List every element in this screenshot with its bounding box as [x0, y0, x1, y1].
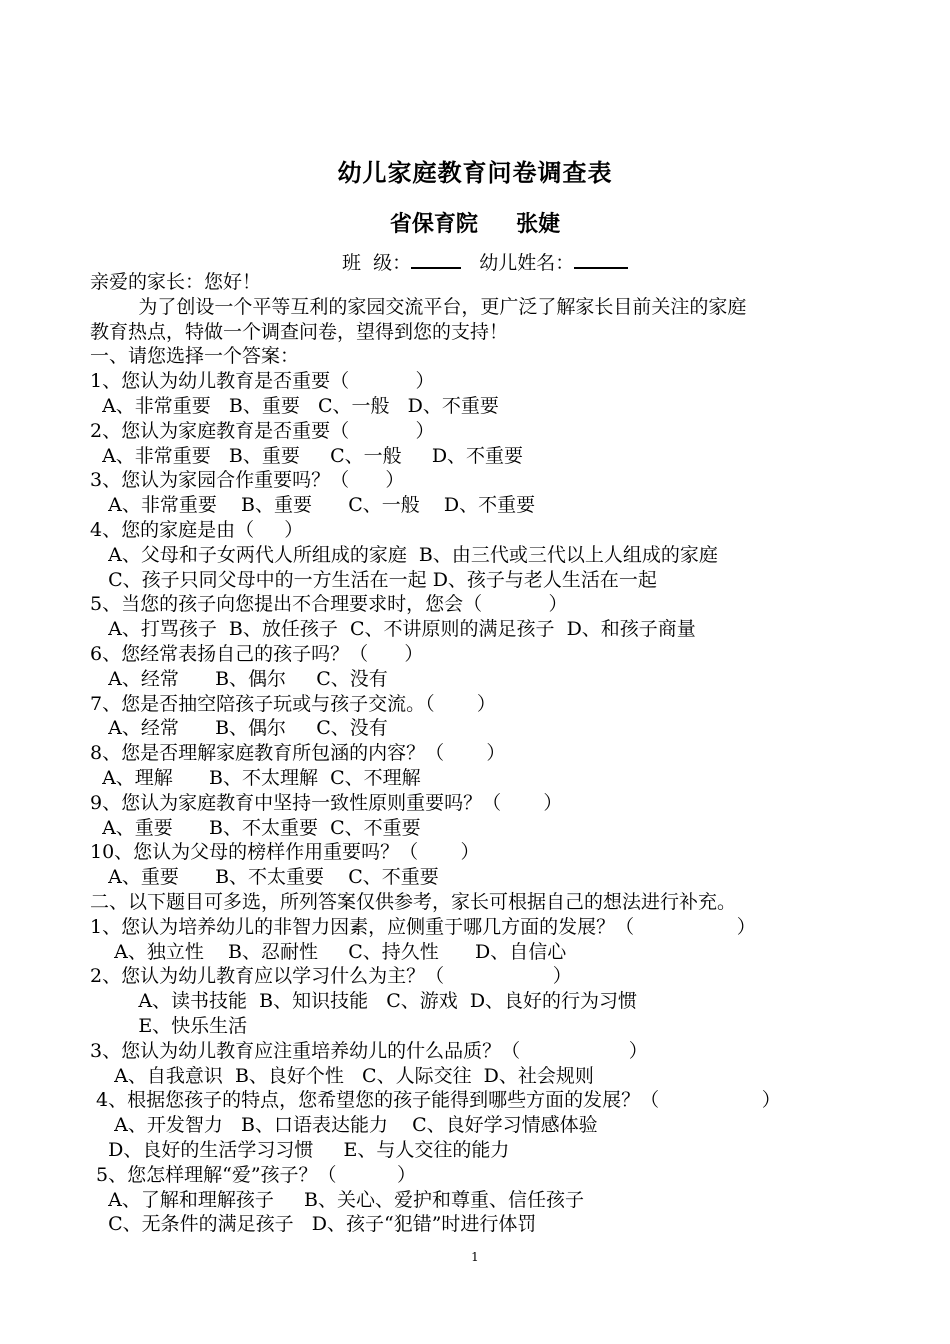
text-line: 1、您认为幼儿教育是否重要（ ）: [90, 370, 435, 393]
text-line: 4、根据您孩子的特点，您希望您的孩子能得到哪些方面的发展？（ ）: [90, 1089, 781, 1112]
text-line: A、经常 B、偶尔 C、没有: [90, 667, 388, 690]
text-line: A、了解和理解孩子 B、关心、爱护和尊重、信任孩子: [90, 1188, 585, 1211]
text-line: A、经常 B、偶尔 C、没有: [90, 717, 388, 740]
text-line: A、独立性 B、忍耐性 C、持久性 D、自信心: [90, 940, 567, 963]
text-line: A、开发智力 B、口语表达能力 C、良好学习情感体验: [90, 1114, 598, 1137]
text-line: 4、您的家庭是由（ ）: [90, 519, 304, 541]
text-line: A、重要 B、不太重要 C、不重要: [90, 866, 439, 889]
text-line: 亲爱的家长：您好！: [90, 271, 262, 293]
text-line: 5、您怎样理解“爱”孩子？（ ）: [90, 1163, 416, 1186]
text-line: A、理解 B、不太理解 C、不理解: [90, 767, 421, 789]
author-line: 省保育院 张婕: [389, 212, 561, 237]
text-line: 一、请您选择一个答案：: [90, 345, 300, 368]
text-line: 5、当您的孩子向您提出不合理要求时，您会（ ）: [90, 593, 568, 616]
class-blank: [411, 249, 461, 269]
text-line: 8、您是否理解家庭教育所包涵的内容？（ ）: [90, 742, 506, 765]
text-line: A、重要 B、不太重要 C、不重要: [90, 816, 421, 839]
text-line: A、打骂孩子 B、放任孩子 C、不讲原则的满足孩子 D、和孩子商量: [90, 618, 696, 641]
text-line: 1、您认为培养幼儿的非智力因素，应侧重于哪几方面的发展？（ ）: [90, 915, 756, 938]
page-number: 1: [471, 1250, 479, 1264]
text-line: 2、您认为家庭教育是否重要（ ）: [90, 419, 435, 442]
text-line: 3、您认为家园合作重要吗？（ ）: [90, 469, 405, 492]
text-line: 10、您认为父母的榜样作用重要吗？（ ）: [90, 841, 480, 864]
text-line: 二、以下题目可多选，所列答案仅供参考，家长可根据自己的想法进行补充。: [90, 891, 737, 913]
text-line: 9、您认为家庭教育中坚持一致性原则重要吗？（ ）: [90, 791, 563, 814]
class-name-line: [342, 248, 628, 275]
text-line: A、非常重要 B、重要 C、一般 D、不重要: [90, 494, 536, 517]
text-line: C、无条件的满足孩子 D、孩子“犯错”时进行体罚: [90, 1213, 537, 1236]
text-line: C、孩子只同父母中的一方生活在一起 D、孩子与老人生活在一起: [90, 568, 657, 591]
text-line: A、父母和子女两代人所组成的家庭 B、由三代或三代以上人组成的家庭: [90, 543, 718, 566]
text-line: E、快乐生活: [90, 1015, 248, 1037]
text-line: 2、您认为幼儿教育应以学习什么为主？（ ）: [90, 965, 572, 988]
page-title: 幼儿家庭教育问卷调查表: [337, 159, 613, 187]
child-name-blank: [574, 249, 628, 269]
text-line: 教育热点，特做一个调查问卷，望得到您的支持！: [90, 320, 509, 343]
text-line: 6、您经常表扬自己的孩子吗？（ ）: [90, 643, 424, 665]
child-name-label: 幼儿姓名：: [479, 252, 575, 274]
text-line: D、良好的生活学习习惯 E、与人交往的能力: [90, 1139, 510, 1161]
text-line: A、自我意识 B、良好个性 C、人际交往 D、社会规则: [90, 1064, 594, 1087]
text-line: 7、您是否抽空陪孩子玩或与孩子交流。（ ）: [90, 692, 496, 715]
text-line: 3、您认为幼儿教育应注重培养幼儿的什么品质？（ ）: [90, 1039, 648, 1062]
text-line: 为了创设一个平等互利的家园交流平台，更广泛了解家长目前关注的家庭: [90, 295, 747, 318]
text-line: A、非常重要 B、重要 C、一般 D、不重要: [90, 395, 499, 417]
text-line: A、读书技能 B、知识技能 C、游戏 D、良好的行为习惯: [90, 990, 638, 1013]
class-label: 班 级：: [342, 252, 412, 274]
text-line: A、非常重要 B、重要 C、一般 D、不重要: [90, 444, 524, 467]
